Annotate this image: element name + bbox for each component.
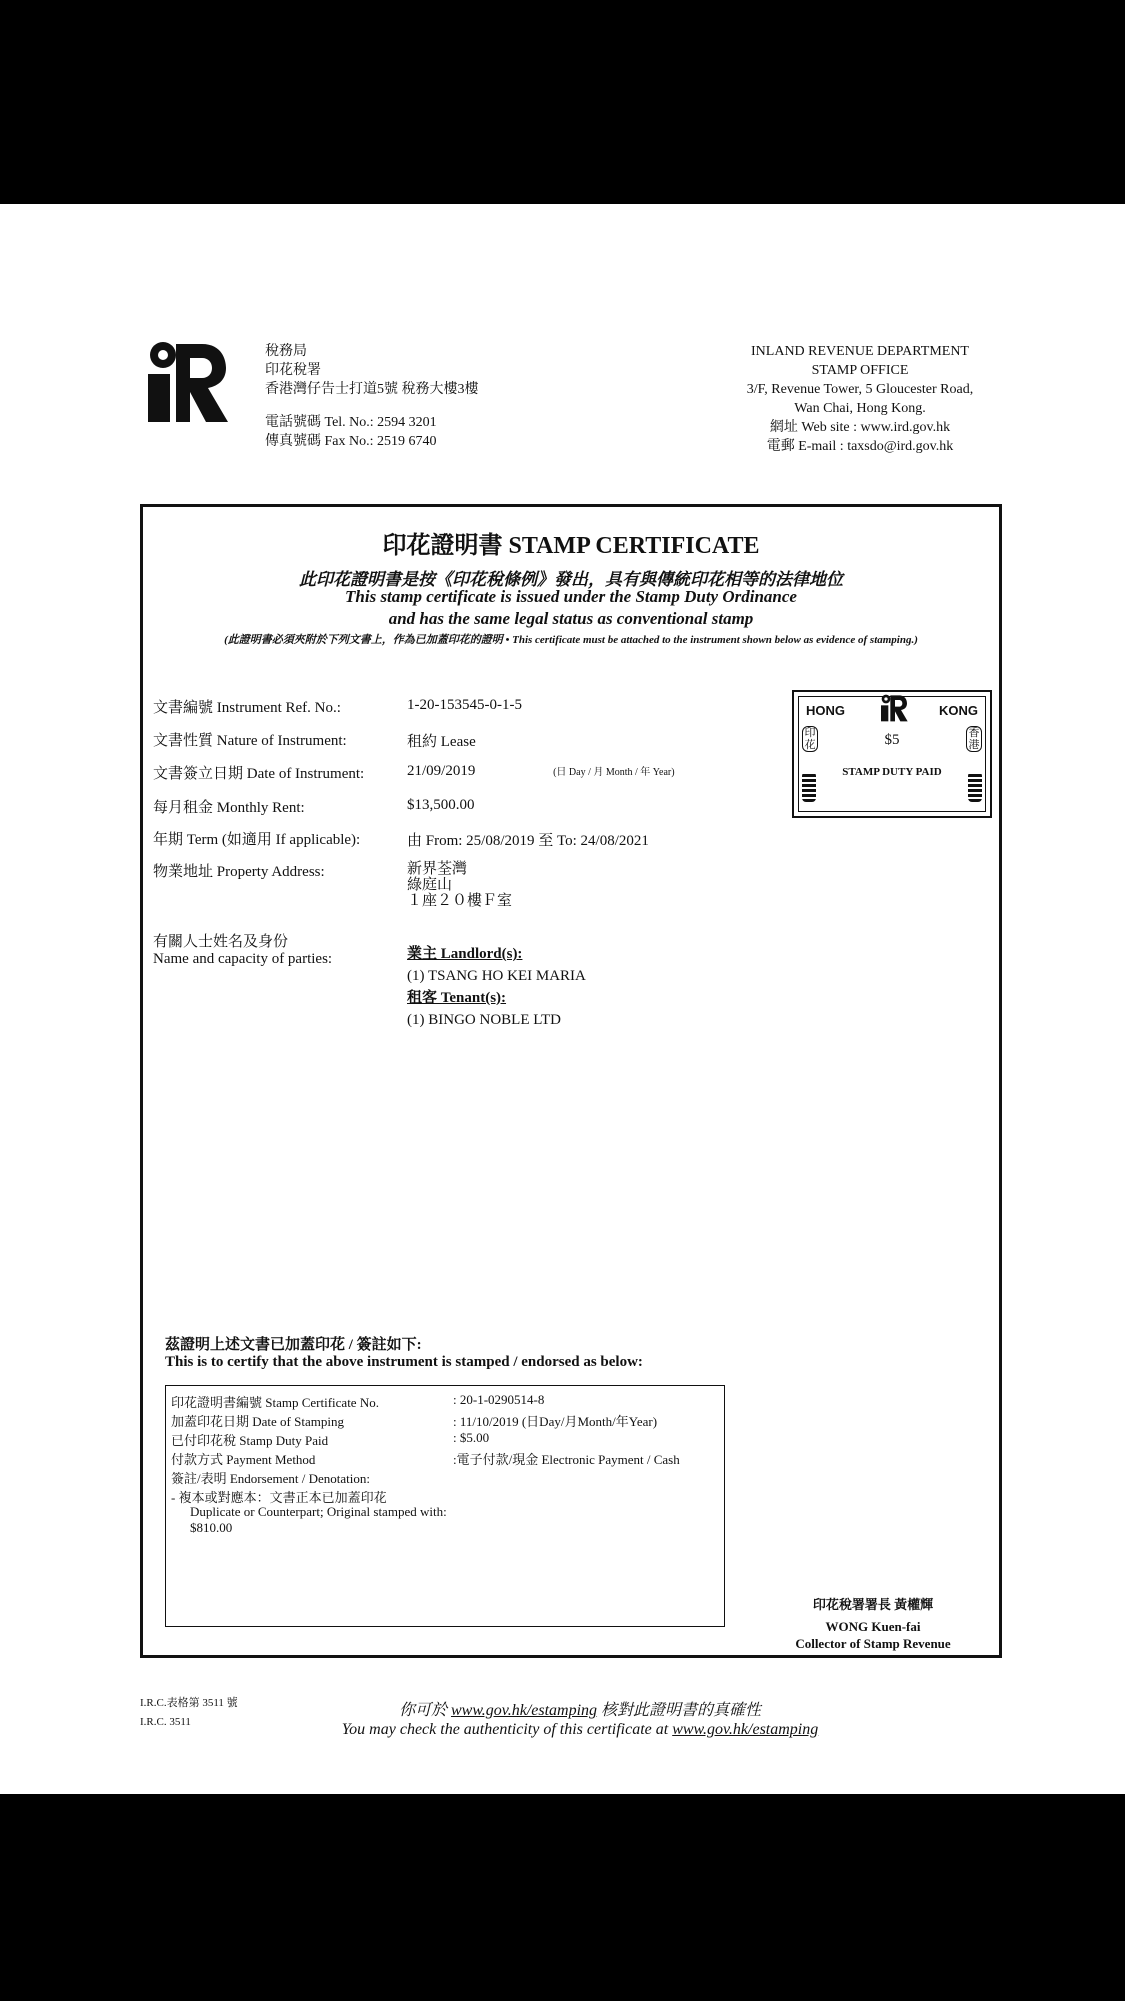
certificate-subtitle-en-1: This stamp certificate is issued under the Stamp Duty Ordinance <box>345 587 797 606</box>
certificate-subtitle-en-2: and has the same legal status as conventional stamp <box>388 609 754 628</box>
address-line-3: １座２０樓Ｆ室 <box>407 893 513 909</box>
stamp-amount: $5 <box>884 732 900 748</box>
ird-logo-icon <box>146 340 228 424</box>
form-number-cn: I.R.C.表格第 3511 號 <box>140 1697 238 1709</box>
certificate-note: (此證明書必須夾附於下列文書上，作為已加蓋印花的證明 • This certificate must be attached to the instrument shown below as evidence of stamping.) <box>224 634 918 646</box>
authenticity-cn <box>200 1697 960 1720</box>
address-line-1: 新界荃灣 <box>407 861 468 877</box>
address-value <box>407 861 512 909</box>
header-office-cn: 印花稅署 <box>265 363 321 378</box>
stamping-date-label: 加蓋印花日期 Date of Stamping <box>171 1414 344 1429</box>
stamp-hong: HONG <box>806 703 845 718</box>
certify-en: This is to certify that the above instrument is stamped / endorsed as below: <box>165 1354 643 1370</box>
rent-value: $13,500.00 <box>407 797 475 813</box>
ref-value: 1-20-153545-0-1-5 <box>407 697 522 713</box>
ref-label: 文書編號 Instrument Ref. No.: <box>153 700 341 716</box>
form-number-en: I.R.C. 3511 <box>140 1716 191 1728</box>
parties-label <box>153 934 332 968</box>
stamp-ornament-right-icon <box>968 772 982 802</box>
authenticity-en-pre: You may check the authenticity of this certificate at <box>341 1721 669 1738</box>
parties-label-cn: 有關人士姓名及身份 <box>153 934 289 950</box>
header-address-en-2: Wan Chai, Hong Kong. <box>794 401 926 416</box>
authenticity-cn-pre: 你可於 <box>398 1702 447 1719</box>
header-office-en: STAMP OFFICE <box>811 363 909 378</box>
authenticity-cn-post: 核對此證明書的真確性 <box>601 1702 762 1719</box>
signature-title-en: Collector of Stamp Revenue <box>795 1636 951 1651</box>
payment-method-label: 付款方式 Payment Method <box>171 1452 316 1467</box>
landlord-label: 業主 Landlord(s): <box>407 946 523 962</box>
term-label: 年期 Term (如適用 If applicable): <box>153 832 361 848</box>
date-value: 21/09/2019 <box>407 763 476 779</box>
certificate-title: 印花證明書 STAMP CERTIFICATE <box>382 533 760 559</box>
tenant-1: (1) BINGO NOBLE LTD <box>407 1012 562 1028</box>
estamping-link-cn[interactable]: www.gov.hk/estamping <box>450 1702 598 1719</box>
address-label: 物業地址 Property Address: <box>153 864 325 880</box>
date-format: (日 Day / 月 Month / 年 Year) <box>553 767 675 778</box>
date-row <box>407 763 675 780</box>
header-fax: 傳真號碼 Fax No.: 2519 6740 <box>265 434 437 449</box>
term-value: 由 From: 25/08/2019 至 To: 24/08/2021 <box>407 833 649 849</box>
cert-no-value: : 20-1-0290514-8 <box>453 1392 545 1407</box>
payment-method-value: :電子付款/現金 Electronic Payment / Cash <box>453 1452 680 1467</box>
authenticity-en <box>200 1721 960 1739</box>
endorsement-line-1: - 複本或對應本：文書正本已加蓋印花 <box>171 1490 387 1505</box>
certify-cn: 茲證明上述文書已加蓋印花 / 簽註如下: <box>165 1337 422 1353</box>
stamp-seal-left: 印花 <box>802 726 818 752</box>
stamp-logo-icon <box>879 694 909 722</box>
parties-value <box>407 943 586 1031</box>
endorsement-line-2: Duplicate or Counterpart; Original stamped with: <box>190 1504 447 1519</box>
duty-paid-value: : $5.00 <box>453 1430 490 1445</box>
stamp-caption: STAMP DUTY PAID <box>842 766 942 778</box>
date-label: 文書簽立日期 Date of Instrument: <box>153 766 365 782</box>
rent-label: 每月租金 Monthly Rent: <box>153 800 305 816</box>
signature-name: WONG Kuen-fai <box>825 1619 921 1634</box>
address-line-2: 綠庭山 <box>407 877 453 893</box>
signature-title-cn: 印花稅署署長 黃權輝 <box>812 1597 934 1612</box>
nature-value: 租約 Lease <box>407 734 476 750</box>
header-contact-en <box>715 342 1005 456</box>
estamping-link-en[interactable]: www.gov.hk/estamping <box>672 1721 819 1738</box>
header-tel: 電話號碼 Tel. No.: 2594 3201 <box>265 415 437 430</box>
stamping-details-box <box>165 1385 725 1627</box>
landlord-1: (1) TSANG HO KEI MARIA <box>407 968 586 984</box>
endorsement-line-3: $810.00 <box>190 1520 233 1535</box>
stamp-seal-right: 香港 <box>966 726 982 752</box>
endorsement-label: 簽註/表明 Endorsement / Denotation: <box>171 1471 370 1486</box>
header-address-cn: 香港灣仔告士打道5號 稅務大樓3樓 <box>265 382 479 397</box>
header-dept-en: INLAND REVENUE DEPARTMENT <box>751 344 969 359</box>
header-email: 電郵 E-mail : taxsdo@ird.gov.hk <box>766 439 954 454</box>
nature-label: 文書性質 Nature of Instrument: <box>153 733 347 749</box>
header-website: 網址 Web site : www.ird.gov.hk <box>769 420 951 435</box>
certificate-subtitle-cn: 此印花證明書是按《印花稅條例》發出，具有與傳統印花相等的法律地位 <box>299 570 843 589</box>
stamp-kong: KONG <box>939 703 978 718</box>
stamp-duty-paid-stamp <box>792 690 992 818</box>
document-page <box>0 204 1125 1794</box>
header-dept-cn: 稅務局 <box>265 344 307 359</box>
tenant-label: 租客 Tenant(s): <box>407 990 507 1006</box>
header-contact-cn <box>265 342 479 451</box>
cert-no-label: 印花證明書編號 Stamp Certificate No. <box>171 1395 379 1410</box>
parties-label-en: Name and capacity of parties: <box>153 951 333 967</box>
certificate-frame <box>140 504 1002 1658</box>
stamp-ornament-left-icon <box>802 772 816 802</box>
header-address-en-1: 3/F, Revenue Tower, 5 Gloucester Road, <box>746 382 974 397</box>
duty-paid-label: 已付印花稅 Stamp Duty Paid <box>171 1433 329 1448</box>
stamping-date-value: : 11/10/2019 (日Day/月Month/年Year) <box>453 1414 658 1429</box>
